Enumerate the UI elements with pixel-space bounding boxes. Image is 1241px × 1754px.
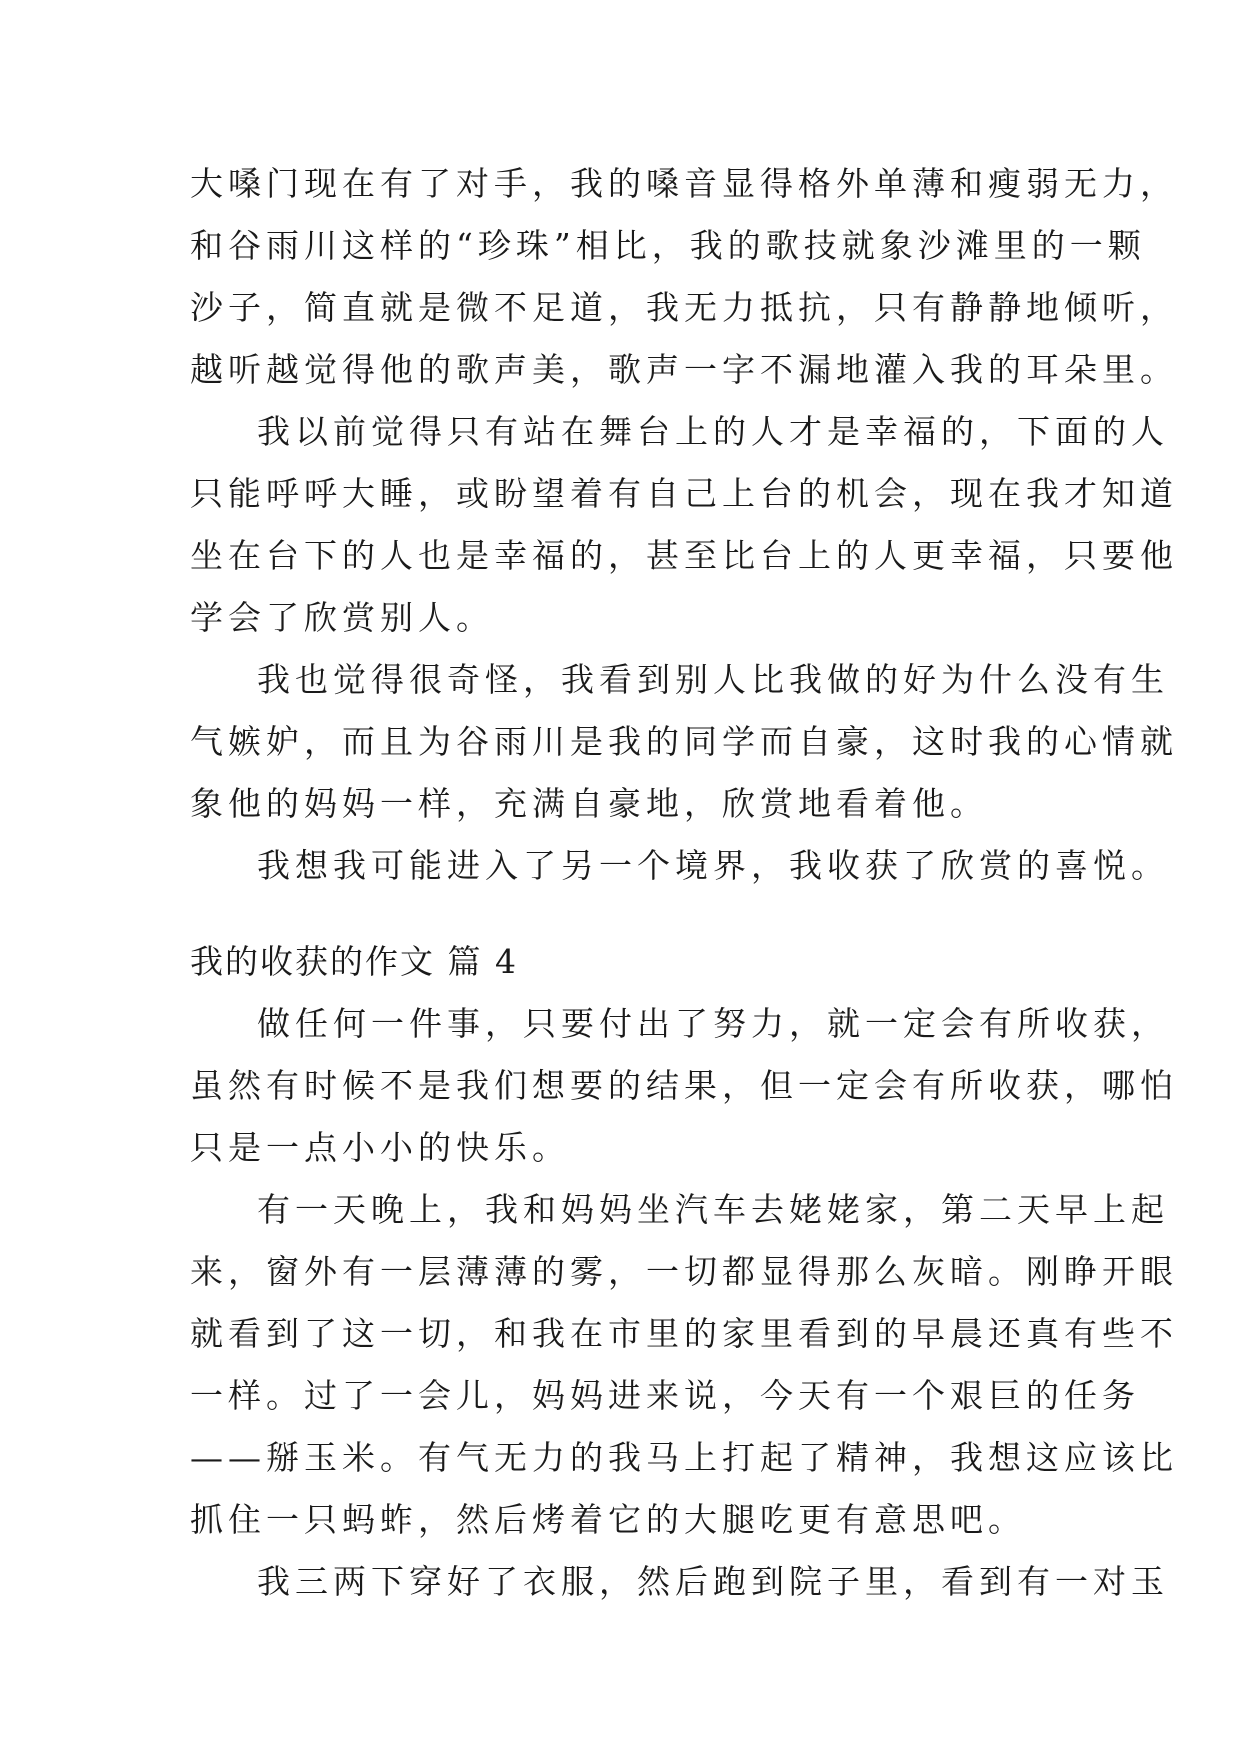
text-line: 来，窗外有一层薄薄的雾，一切都显得那么灰暗。刚睁开眼	[190, 1252, 1178, 1291]
text-line: 一样。过了一会儿，妈妈进来说，今天有一个艰巨的任务	[190, 1376, 1140, 1415]
text-line: 象他的妈妈一样，充满自豪地，欣赏地看着他。	[190, 784, 988, 823]
paragraph-first-line: 我也觉得很奇怪，我看到别人比我做的好为什么没有生	[257, 660, 1169, 699]
text-line: 沙子，简直就是微不足道，我无力抵抗，只有静静地倾听，	[190, 288, 1178, 327]
paragraph-first-line: 我三两下穿好了衣服，然后跑到院子里，看到有一对玉	[257, 1562, 1169, 1601]
section-heading: 我的收获的作文 篇 4	[190, 942, 518, 981]
text-line: 只是一点小小的快乐。	[190, 1128, 570, 1167]
text-line: 虽然有时候不是我们想要的结果，但一定会有所收获，哪怕	[190, 1066, 1178, 1105]
paragraph-first-line: 我以前觉得只有站在舞台上的人才是幸福的，下面的人	[257, 412, 1169, 451]
text-line: 只能呼呼大睡，或盼望着有自己上台的机会，现在我才知道	[190, 474, 1178, 513]
text-line: 气嫉妒，而且为谷雨川是我的同学而自豪，这时我的心情就	[190, 722, 1178, 761]
text-line: 就看到了这一切，和我在市里的家里看到的早晨还真有些不	[190, 1314, 1178, 1353]
text-line: 坐在台下的人也是幸福的，甚至比台上的人更幸福，只要他	[190, 536, 1178, 575]
paragraph-first-line: 做任何一件事，只要付出了努力，就一定会有所收获，	[257, 1004, 1169, 1043]
text-line: 大嗓门现在有了对手，我的嗓音显得格外单薄和瘦弱无力，	[190, 164, 1178, 203]
text-line: 抓住一只蚂蚱，然后烤着它的大腿吃更有意思吧。	[190, 1500, 1026, 1539]
text-line: 和谷雨川这样的“珍珠”相比，我的歌技就象沙滩里的一颗	[190, 226, 1146, 265]
text-line: 学会了欣赏别人。	[190, 598, 494, 637]
text-line: 越听越觉得他的歌声美，歌声一字不漏地灌入我的耳朵里。	[190, 350, 1178, 389]
paragraph-first-line: 我想我可能进入了另一个境界，我收获了欣赏的喜悦。	[257, 846, 1169, 885]
text-line: ——掰玉米。有气无力的我马上打起了精神，我想这应该比	[190, 1438, 1178, 1477]
paragraph-first-line: 有一天晚上，我和妈妈坐汽车去姥姥家，第二天早上起	[257, 1190, 1169, 1229]
